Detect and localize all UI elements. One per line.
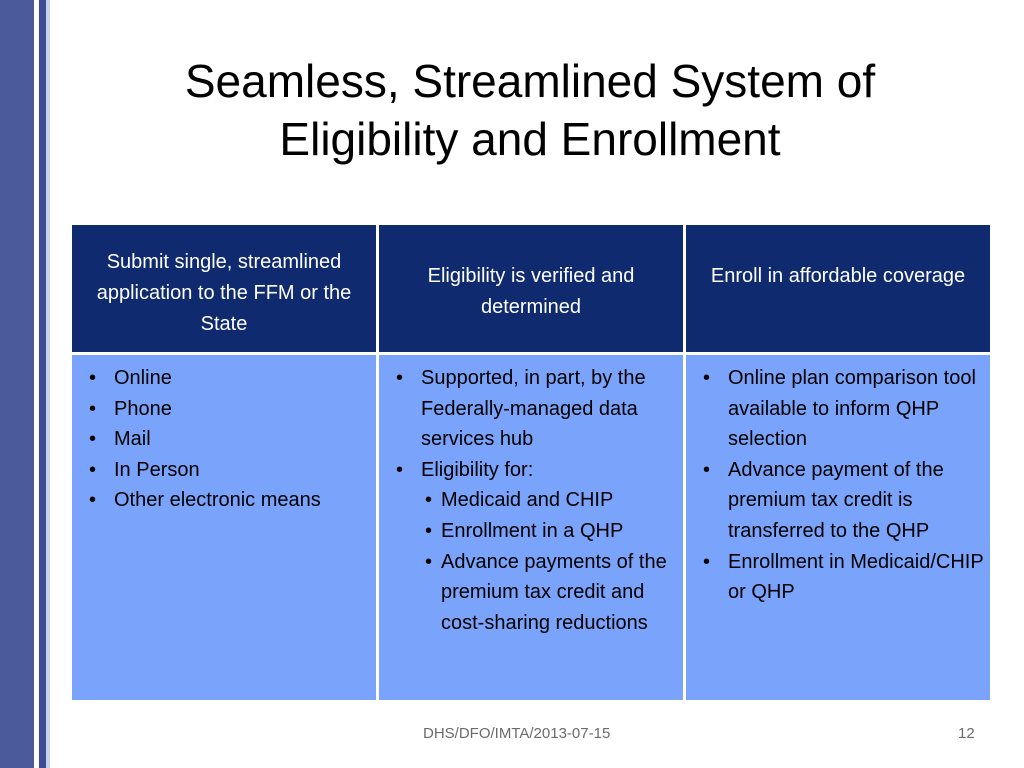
list-item: • Phone (78, 394, 370, 425)
list-item-eligibility-for (385, 455, 677, 639)
list-item: • Supported, in part, by the Federally-managed data services hub (385, 363, 677, 455)
slide-title-line-1: Seamless, Streamlined System of (184, 55, 876, 107)
footer-reference: DHS/DFO/IMTA/2013-07-15 (423, 725, 611, 742)
header-eligibility-verified: Eligibility is verified and determined (378, 224, 685, 354)
list-item: • Advance payment of the premium tax credit is transferred to the QHP (692, 455, 984, 547)
list-item: • In Person (78, 455, 370, 486)
table-header-row (71, 224, 992, 354)
sub-list-item: • Medicaid and CHIP (385, 485, 677, 516)
eligibility-details-list (385, 363, 677, 638)
slide-title (70, 52, 990, 168)
header-enroll-coverage: Enroll in affordable coverage (685, 224, 992, 354)
process-table (69, 222, 993, 703)
eligibility-for-label: Eligibility for: (421, 458, 534, 481)
slide-title-line-2: Eligibility and Enrollment (279, 113, 781, 165)
header-submit-application: Submit single, streamlined application to the FFM or the State (71, 224, 378, 354)
left-decorative-bar (0, 0, 34, 768)
list-item: • Online (78, 363, 370, 394)
enrollment-details-list (692, 363, 984, 608)
page-number: 12 (958, 725, 975, 742)
eligibility-sub-list (385, 485, 677, 638)
sub-list-item: • Enrollment in a QHP (385, 516, 677, 547)
left-light-bar (46, 0, 50, 768)
cell-enrollment-details (685, 354, 992, 702)
cell-submission-channels (71, 354, 378, 702)
cell-eligibility-details (378, 354, 685, 702)
list-item: • Online plan comparison tool available to inform QHP selection (692, 363, 984, 455)
list-item: • Other electronic means (78, 485, 370, 516)
list-item: • Enrollment in Medicaid/CHIP or QHP (692, 547, 984, 608)
sub-list-item: • Advance payments of the premium tax credit and cost-sharing reductions (385, 547, 677, 639)
list-item: • Mail (78, 424, 370, 455)
table-body-row (71, 354, 992, 702)
left-accent-bar (39, 0, 46, 768)
submission-channels-list (78, 363, 370, 516)
